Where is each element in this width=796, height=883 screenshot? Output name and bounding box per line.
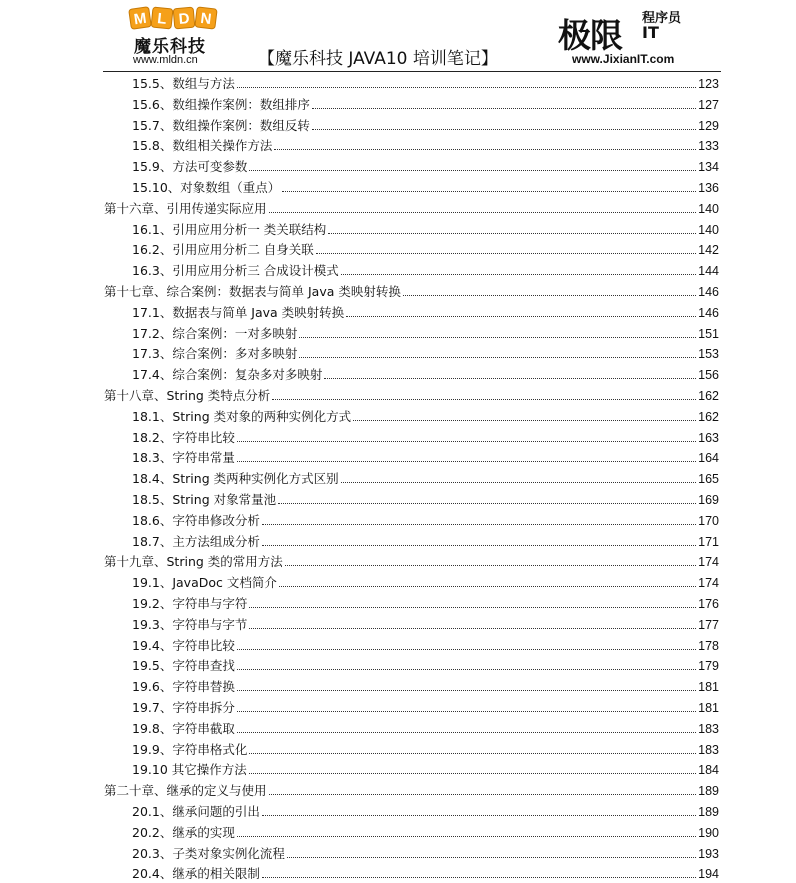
toc-section-row bbox=[132, 363, 719, 383]
toc-section-row bbox=[132, 342, 719, 362]
toc-page-number: 181 bbox=[698, 680, 719, 695]
toc-page-number: 162 bbox=[698, 409, 719, 424]
toc-dot-leader bbox=[312, 108, 696, 109]
toc-dot-leader bbox=[249, 170, 696, 171]
toc-label: 19.10 其它操作方法 bbox=[132, 762, 247, 778]
toc-label: 19.2、字符串与字符 bbox=[132, 596, 248, 611]
toc-section-row bbox=[132, 738, 719, 758]
toc-page-number: 140 bbox=[698, 201, 719, 216]
toc-section-row bbox=[132, 696, 719, 716]
toc-page-number: 163 bbox=[698, 430, 719, 445]
toc-label: 19.3、字符串与字节 bbox=[132, 616, 248, 632]
toc-label: 19.9、字符串格式化 bbox=[132, 741, 248, 757]
toc-section-row bbox=[132, 842, 719, 862]
toc-label: 18.2、字符串比较 bbox=[132, 429, 235, 445]
toc-page-number: 183 bbox=[698, 742, 719, 757]
toc-section-row bbox=[132, 405, 719, 425]
toc-section-row bbox=[132, 862, 719, 882]
toc-dot-leader bbox=[237, 461, 696, 462]
toc-section-row bbox=[132, 72, 719, 92]
toc-section-row bbox=[132, 259, 719, 279]
toc-dot-leader bbox=[262, 877, 696, 878]
toc-chapter-row bbox=[104, 197, 719, 217]
toc-label: 19.6、字符串替换 bbox=[132, 679, 235, 695]
toc-chapter-row bbox=[104, 280, 719, 300]
toc-label: 20.4、继承的相关限制 bbox=[132, 866, 260, 882]
toc-page-number: 183 bbox=[698, 721, 719, 736]
toc-dot-leader bbox=[249, 753, 696, 754]
mldn-letter: N bbox=[199, 9, 213, 29]
mldn-letter-tile bbox=[129, 7, 152, 30]
toc-dot-leader bbox=[237, 836, 696, 837]
toc-dot-leader bbox=[341, 482, 697, 483]
toc-dot-leader bbox=[237, 649, 696, 650]
toc-dot-leader bbox=[237, 711, 696, 712]
toc-dot-leader bbox=[249, 607, 696, 608]
toc-label: 17.1、数据表与简单 Java 类映射转换 bbox=[132, 304, 345, 320]
mldn-letter-tile bbox=[173, 7, 195, 29]
toc-label: 15.9、方法可变参数 bbox=[132, 159, 248, 175]
toc-page-number: 156 bbox=[698, 368, 719, 383]
toc-page-number: 162 bbox=[698, 389, 719, 403]
toc-label: 18.6、字符串修改分析 bbox=[132, 512, 260, 528]
toc-page-number: 177 bbox=[698, 617, 719, 632]
toc-page-number: 127 bbox=[698, 97, 719, 112]
toc-page-number: 171 bbox=[698, 534, 719, 549]
toc-dot-leader bbox=[249, 628, 696, 629]
jixian-side-text: 程序员 bbox=[642, 11, 682, 26]
toc-section-row bbox=[132, 654, 719, 674]
toc-label: 19.7、字符串拆分 bbox=[132, 700, 235, 715]
toc-chapter-row bbox=[104, 550, 719, 570]
mldn-letter-tile bbox=[195, 7, 217, 29]
toc-dot-leader bbox=[269, 212, 697, 213]
toc-page-number: 165 bbox=[698, 472, 719, 487]
jixian-logo-side bbox=[642, 12, 681, 42]
toc-section-row bbox=[132, 613, 719, 633]
toc-page-number: 190 bbox=[698, 825, 719, 840]
toc-dot-leader bbox=[237, 669, 696, 670]
toc-page-number: 123 bbox=[698, 77, 719, 91]
toc-label: 19.8、字符串截取 bbox=[132, 720, 235, 736]
toc-dot-leader bbox=[279, 586, 696, 587]
toc-section-row bbox=[132, 509, 719, 529]
toc-dot-leader bbox=[341, 274, 696, 275]
toc-page-number: 189 bbox=[698, 805, 719, 819]
toc-dot-leader bbox=[249, 773, 696, 774]
toc-dot-leader bbox=[262, 545, 696, 546]
toc-page-number: 184 bbox=[698, 763, 719, 778]
toc-page-number: 174 bbox=[698, 555, 719, 570]
toc-label: 20.1、继承问题的引出 bbox=[132, 804, 260, 819]
toc-section-row bbox=[132, 322, 719, 342]
toc-dot-leader bbox=[316, 253, 696, 254]
toc-dot-leader bbox=[278, 503, 696, 504]
toc-section-row bbox=[132, 134, 719, 154]
toc-dot-leader bbox=[282, 191, 696, 192]
mldn-url: www.mldn.cn bbox=[133, 54, 198, 66]
mldn-letter: L bbox=[156, 10, 168, 28]
toc-page-number: 146 bbox=[698, 305, 719, 320]
toc-dot-leader bbox=[328, 233, 696, 234]
toc-section-row bbox=[132, 592, 719, 612]
toc-page-number: 179 bbox=[698, 659, 719, 674]
toc-label: 15.10、对象数组（重点） bbox=[132, 180, 281, 195]
toc-section-row bbox=[132, 488, 719, 508]
toc-page-number: 151 bbox=[698, 326, 719, 341]
toc-page-number: 144 bbox=[698, 264, 719, 279]
toc-dot-leader bbox=[299, 337, 696, 338]
toc-dot-leader bbox=[237, 87, 696, 88]
toc-chapter-row bbox=[104, 779, 719, 799]
toc-label: 18.1、String 类对象的两种实例化方式 bbox=[132, 408, 352, 424]
toc-dot-leader bbox=[353, 420, 696, 421]
document-title: 【魔乐科技 JAVA10 培训笔记】 bbox=[258, 49, 498, 69]
toc-label: 18.5、String 对象常量池 bbox=[132, 492, 277, 507]
mldn-letters-icon bbox=[126, 6, 218, 30]
toc-section-row bbox=[132, 717, 719, 737]
toc-section-row bbox=[132, 800, 719, 820]
toc-label: 第十八章、String 类特点分析 bbox=[104, 388, 271, 403]
mldn-letter: M bbox=[132, 9, 148, 29]
toc-label: 18.4、String 类两种实例化方式区别 bbox=[132, 471, 339, 487]
toc-dot-leader bbox=[299, 357, 696, 358]
toc-page-number: 129 bbox=[698, 118, 719, 133]
toc-label: 第十九章、String 类的常用方法 bbox=[104, 554, 283, 570]
toc-page-number: 169 bbox=[698, 493, 719, 507]
toc-dot-leader bbox=[237, 441, 696, 442]
jixian-url: www.JixianIT.com bbox=[572, 52, 675, 66]
toc-section-row bbox=[132, 675, 719, 695]
toc-section-row bbox=[132, 571, 719, 591]
toc-label: 19.1、JavaDoc 文档简介 bbox=[132, 575, 277, 591]
toc-section-row bbox=[132, 821, 719, 841]
toc-chapter-row bbox=[104, 384, 719, 404]
toc-page-number: 181 bbox=[698, 701, 719, 715]
toc-section-row bbox=[132, 93, 719, 113]
jixian-it-text: IT bbox=[642, 23, 659, 42]
toc-section-row bbox=[132, 238, 719, 258]
toc-section-row bbox=[132, 530, 719, 550]
toc-page-number: 170 bbox=[698, 513, 719, 528]
mldn-letter-tile bbox=[151, 7, 173, 29]
toc-label: 15.5、数组与方法 bbox=[132, 76, 235, 91]
toc-page-number: 194 bbox=[698, 867, 719, 882]
toc-label: 19.4、字符串比较 bbox=[132, 637, 235, 653]
toc-page-number: 153 bbox=[698, 347, 719, 362]
toc-page-number: 176 bbox=[698, 597, 719, 611]
toc-section-row bbox=[132, 634, 719, 654]
toc-label: 16.1、引用应用分析一 类关联结构 bbox=[132, 221, 327, 237]
toc-dot-leader bbox=[312, 129, 696, 130]
toc-dot-leader bbox=[285, 565, 696, 566]
jixian-logo bbox=[556, 10, 706, 66]
toc-label: 第十六章、引用传递实际应用 bbox=[104, 200, 267, 216]
mldn-letter: D bbox=[177, 10, 191, 28]
mldn-logo bbox=[126, 6, 218, 68]
toc-label: 17.3、综合案例：多对多映射 bbox=[132, 346, 298, 362]
toc-page-number: 178 bbox=[698, 638, 719, 653]
toc-label: 15.8、数组相关操作方法 bbox=[132, 138, 273, 154]
toc-page-number: 142 bbox=[698, 243, 719, 258]
toc-section-row bbox=[132, 446, 719, 466]
toc-page-number: 140 bbox=[698, 222, 719, 237]
toc-label: 20.2、继承的实现 bbox=[132, 824, 235, 840]
toc-dot-leader bbox=[237, 732, 696, 733]
toc-label: 20.3、子类对象实例化流程 bbox=[132, 845, 285, 861]
toc-page-number: 146 bbox=[698, 285, 719, 299]
toc-dot-leader bbox=[274, 149, 696, 150]
toc-label: 15.6、数组操作案例：数组排序 bbox=[132, 96, 310, 112]
toc-section-row bbox=[132, 758, 719, 778]
toc-dot-leader bbox=[262, 524, 696, 525]
toc-label: 18.3、字符串常量 bbox=[132, 450, 235, 466]
toc-section-row bbox=[132, 176, 719, 196]
toc-section-row bbox=[132, 426, 719, 446]
toc-page-number: 134 bbox=[698, 160, 719, 175]
toc-dot-leader bbox=[262, 815, 696, 816]
toc-section-row bbox=[132, 155, 719, 175]
toc-label: 第二十章、继承的定义与使用 bbox=[104, 783, 267, 799]
toc-section-row bbox=[132, 114, 719, 134]
toc-dot-leader bbox=[269, 794, 697, 795]
toc-page-number: 133 bbox=[698, 139, 719, 154]
toc-dot-leader bbox=[403, 295, 696, 296]
toc-dot-leader bbox=[272, 399, 696, 400]
toc-page-number: 189 bbox=[698, 784, 719, 799]
toc-label: 17.4、综合案例：复杂多对多映射 bbox=[132, 367, 323, 383]
toc-label: 15.7、数组操作案例：数组反转 bbox=[132, 117, 310, 133]
toc-label: 18.7、主方法组成分析 bbox=[132, 533, 260, 549]
toc-section-row bbox=[132, 301, 719, 321]
toc-dot-leader bbox=[346, 316, 696, 317]
toc-label: 17.2、综合案例：一对多映射 bbox=[132, 325, 298, 341]
toc-label: 16.2、引用应用分析二 自身关联 bbox=[132, 242, 314, 258]
toc-dot-leader bbox=[324, 378, 696, 379]
toc-dot-leader bbox=[287, 857, 696, 858]
toc-label: 第十七章、综合案例：数据表与简单 Java 类映射转换 bbox=[104, 284, 401, 299]
toc-section-row bbox=[132, 218, 719, 238]
toc-page-number: 164 bbox=[698, 451, 719, 466]
toc-page-number: 193 bbox=[698, 846, 719, 861]
jixian-logo-text: 极限 bbox=[558, 16, 622, 55]
toc-label: 19.5、字符串查找 bbox=[132, 658, 235, 674]
toc-dot-leader bbox=[237, 690, 696, 691]
mldn-company-name: 魔乐科技 bbox=[134, 37, 206, 57]
toc-page-number: 174 bbox=[698, 576, 719, 591]
toc-label: 16.3、引用应用分析三 合成设计模式 bbox=[132, 263, 339, 279]
page-header bbox=[0, 0, 796, 74]
toc-section-row bbox=[132, 467, 719, 487]
toc-page-number: 136 bbox=[698, 181, 719, 195]
